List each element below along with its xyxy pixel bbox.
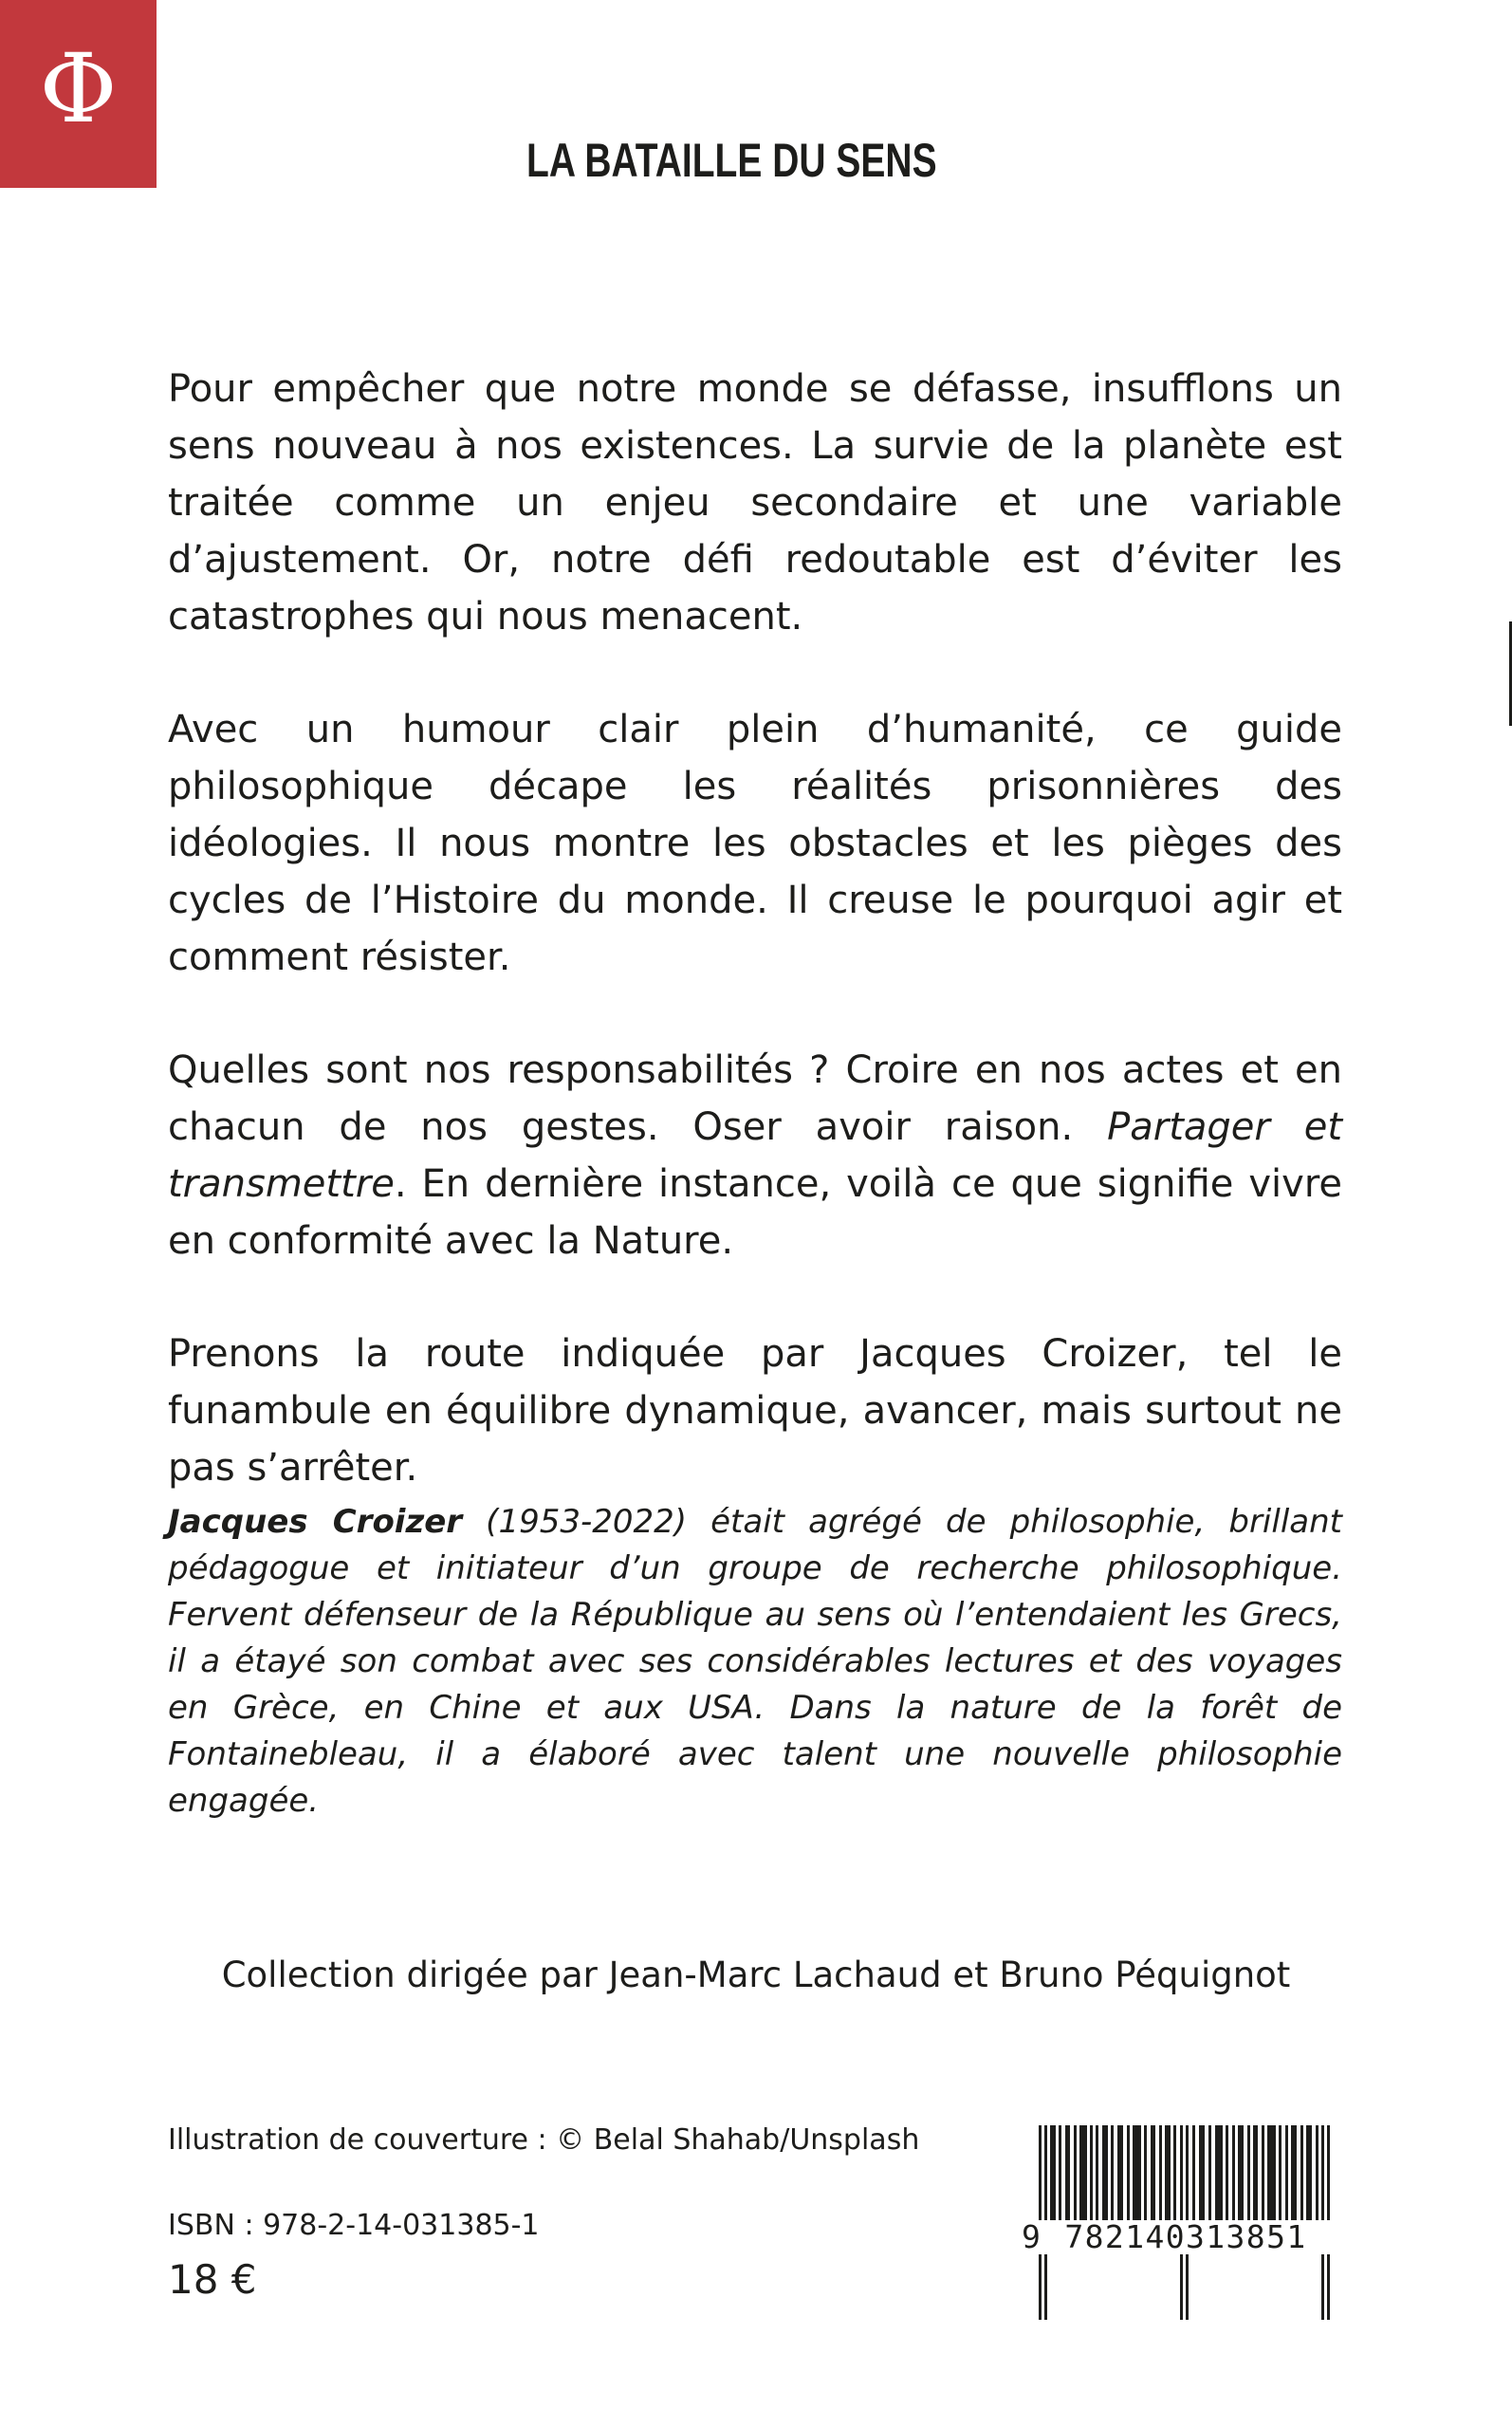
- blurb-paragraph-4: Prenons la route indiquée par Jacques Croizer, tel le funambule en équilibre dynamique, avancer, mais surtout ne pas s’arrêter.: [168, 1332, 1342, 1490]
- phi-logo-icon: Φ: [39, 33, 118, 144]
- author-bio-text: (1953-2022) était agrégé de philosophie, brillant pédagogue et initiateur d’un groupe de recherche philosophique. Fervent défenseur de la République au sens où l’entendaient les Grecs, il a étayé son combat avec ses considérables lectures et des voyages en Grèce, en Chine et aux USA. Dans la nature de la forêt de Fontainebleau, il a élaboré avec talent une nouvelle philosophie engagée.: [168, 1503, 1342, 1820]
- book-title: LA BATAILLE DU SENS: [526, 134, 937, 187]
- collection-directors: Collection dirigée par Jean-Marc Lachaud et Bruno Péquignot: [221, 1955, 1291, 1995]
- illustration-credit: Illustration de couverture : © Belal Shahab/Unsplash: [168, 2123, 920, 2157]
- blurb-p3-start: Quelles sont nos responsabilités ? Croire en nos actes et en chacun de nos gestes. Oser avoir raison.: [168, 1048, 1342, 1149]
- barcode-number: [1022, 2218, 1342, 2255]
- price: 18 €: [168, 2256, 257, 2303]
- barcode-lead-digit: 9: [1022, 2218, 1042, 2255]
- publisher-logo: [0, 0, 157, 188]
- barcode-digits-text: 782140313851: [1064, 2218, 1307, 2255]
- blurb-paragraph-1: Pour empêcher que notre monde se défasse, insufflons un sens nouveau à nos existences. La survie de la planète est traitée comme un enjeu secondaire et une variable d’ajustement. Or, notre défi redoutable est d’éviter les catastrophes qui nous menacent.: [168, 367, 1342, 639]
- author-name: Jacques Croizer: [168, 1503, 463, 1541]
- blurb-p3-italic: Partager et transmettre: [168, 1105, 1342, 1206]
- blurb-paragraph-3: [168, 1042, 1342, 1269]
- blurb-p3-end: . En dernière instance, voilà ce que signifie vivre en conformité avec la Nature.: [168, 1162, 1342, 1263]
- isbn: ISBN : 978-2-14-031385-1: [168, 2209, 540, 2242]
- blurb-paragraph-2: Avec un humour clair plein d’humanité, ce guide philosophique décape les réalités prisonnières des idéologies. Il nous montre les obstacles et les pièges des cycles de l’Histoire du monde. Il creuse le pourquoi agir et comment résister.: [168, 708, 1342, 979]
- author-bio: [168, 1499, 1342, 1825]
- back-cover-blurb: [168, 361, 1342, 1552]
